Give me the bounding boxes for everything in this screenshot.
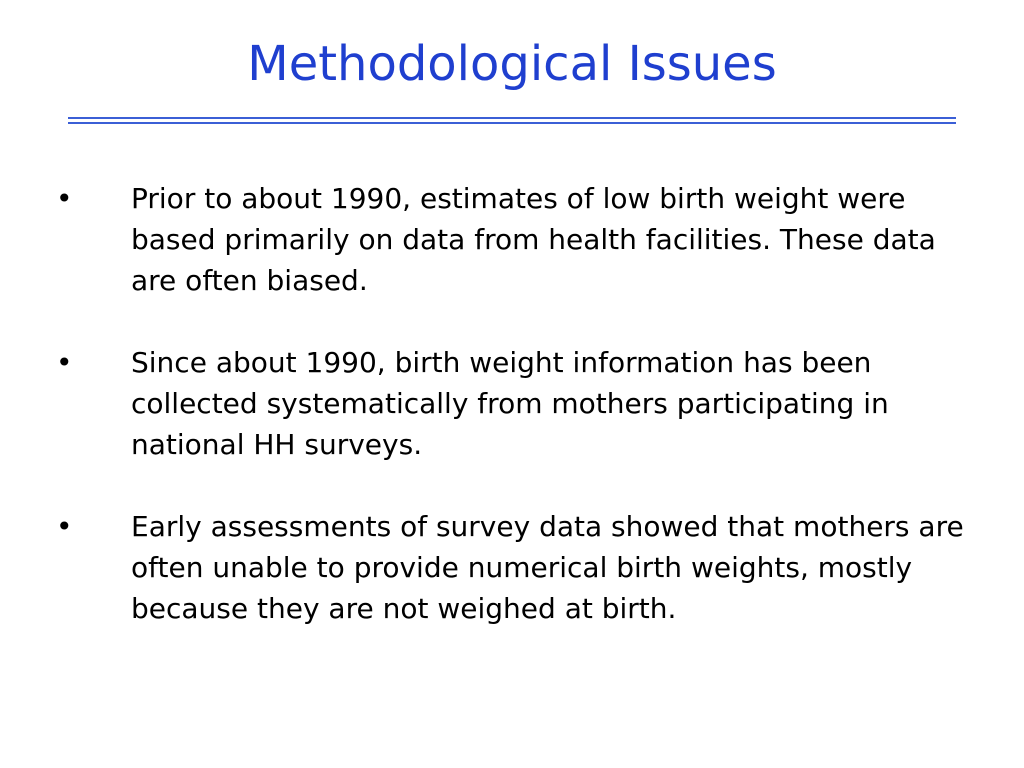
title-underline-bottom: [68, 122, 956, 124]
bullet-item: [56, 178, 986, 301]
slide-title: Methodological Issues: [247, 36, 777, 92]
bullet-text: Prior to about 1990, estimates of low birth weight were based primarily on data from health facilities. These data are often biased.: [131, 182, 936, 297]
bullet-item: [56, 506, 986, 629]
bullet-text: Since about 1990, birth weight information has been collected systematically from mothers participating in national HH surveys.: [131, 346, 889, 461]
bullet-item: [56, 342, 986, 465]
title-underline-top: [68, 117, 956, 119]
bullet-icon: •: [56, 182, 73, 215]
bullet-text: Early assessments of survey data showed that mothers are often unable to provide numerical birth weights, mostly because they are not weighed at birth.: [131, 510, 964, 625]
bullet-list: [56, 178, 986, 629]
bullet-icon: •: [56, 346, 73, 379]
bullet-icon: •: [56, 510, 73, 543]
